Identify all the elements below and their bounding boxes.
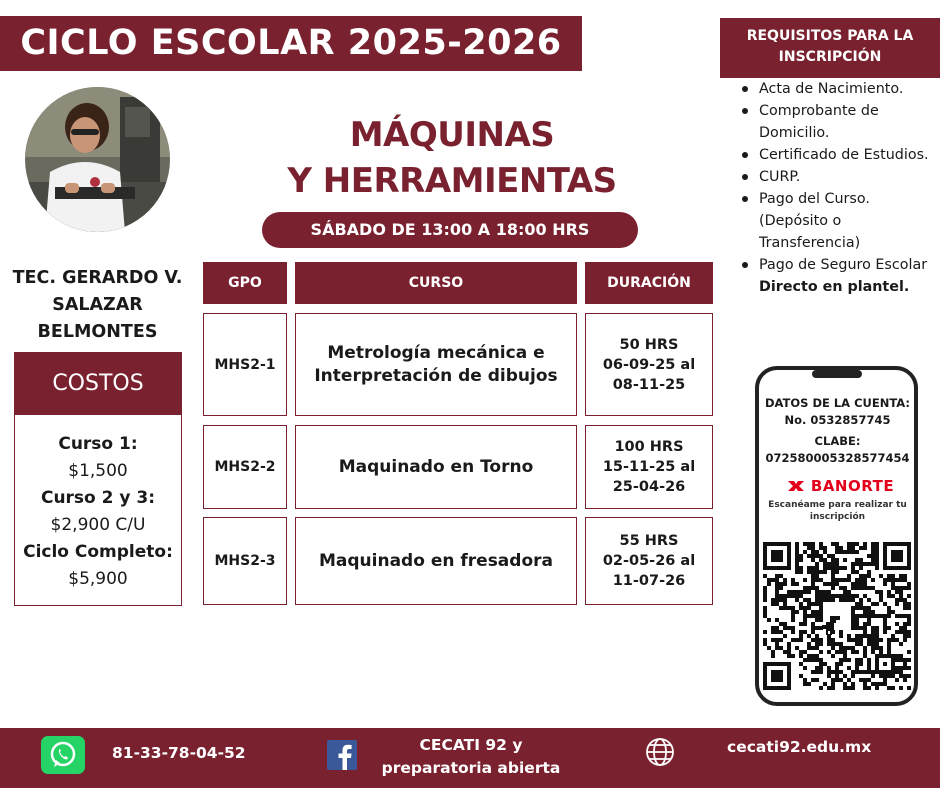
- account-info: [760, 395, 915, 467]
- qr-code[interactable]: [760, 536, 914, 696]
- footer-facebook[interactable]: CECATI 92 y preparatoria abierta: [381, 736, 561, 777]
- requirement-item: [736, 254, 936, 298]
- table-cell-gpo: MHS2-2: [203, 425, 287, 509]
- duration-end: 11-07-26: [612, 573, 686, 589]
- table-cell-duracion: [585, 425, 713, 509]
- globe-icon[interactable]: [644, 736, 676, 768]
- table-cell-curso: Maquinado en fresadora: [295, 517, 577, 605]
- table-cell-gpo: MHS2-3: [203, 517, 287, 605]
- table-cell-duracion: [585, 517, 713, 605]
- scan-instructions: Escanéame para realizar tu inscripción: [768, 500, 907, 522]
- table-cell-curso: Maquinado en Torno: [295, 425, 577, 509]
- banorte-logo: [770, 474, 910, 498]
- duration-start: 15-11-25 al: [602, 459, 696, 475]
- footer-website[interactable]: cecati92.edu.mx: [727, 738, 872, 756]
- duration-hours: 55 HRS: [619, 533, 679, 549]
- table-header-curso: CURSO: [295, 262, 577, 304]
- cost-value: $2,900 C/U: [50, 515, 146, 535]
- requirement-item: Certificado de Estudios.: [736, 144, 936, 166]
- course-title: [262, 112, 642, 204]
- cost-value: $1,500: [68, 461, 128, 481]
- schedule-pill: SÁBADO DE 13:00 A 18:00 HRS: [262, 212, 638, 248]
- banorte-logo-icon: [786, 478, 806, 494]
- cost-value: $5,900: [68, 569, 128, 589]
- requirement-item: Comprobante de Domicilio.: [736, 100, 936, 144]
- duration-hours: 50 HRS: [619, 336, 679, 353]
- course-title-line1: MÁQUINAS: [349, 115, 555, 155]
- teacher-name: [10, 265, 185, 346]
- teacher-line: TEC. GERARDO V.: [12, 268, 183, 288]
- account-number: No. 0532857745: [784, 413, 891, 427]
- bank-name: BANORTE: [810, 477, 895, 495]
- teacher-line: BELMONTES: [37, 322, 158, 342]
- cost-label: Curso 1:: [58, 434, 138, 454]
- duration-start: 06-09-25 al: [602, 356, 696, 373]
- requirements-list: [736, 78, 936, 298]
- table-cell-curso: Metrología mecánica e Interpretación de dibujos: [295, 313, 577, 416]
- whatsapp-icon[interactable]: [40, 736, 86, 774]
- table-header-duracion: DURACIÓN: [585, 262, 713, 304]
- table-header-gpo: GPO: [203, 262, 287, 304]
- account-label: DATOS DE LA CUENTA:: [764, 396, 911, 410]
- requirement-text: Pago de Seguro Escolar: [759, 257, 928, 273]
- student-photo: [25, 87, 170, 232]
- page-title: CICLO ESCOLAR 2025-2026: [20, 23, 562, 63]
- duration-hours: 100 HRS: [614, 439, 684, 455]
- requirement-item: Pago del Curso. (Depósito o Transferencia): [736, 188, 936, 254]
- duration-start: 02-05-26 al: [602, 553, 696, 569]
- footer-phone[interactable]: 81-33-78-04-52: [112, 744, 246, 762]
- cost-label: Ciclo Completo:: [23, 542, 173, 562]
- course-title-line2: Y HERRAMIENTAS: [287, 161, 617, 201]
- costs-heading: COSTOS: [14, 352, 182, 415]
- costs-box: [14, 415, 182, 606]
- cost-label: Curso 2 y 3:: [40, 488, 156, 508]
- table-cell-gpo: MHS2-1: [203, 313, 287, 416]
- clabe-label: CLABE:: [814, 434, 861, 448]
- duration-end: 25-04-26: [612, 479, 686, 495]
- requirement-item: Acta de Nacimiento.: [736, 78, 936, 100]
- duration-end: 08-11-25: [612, 376, 686, 393]
- requirement-bold-text: Directo en plantel.: [759, 279, 910, 295]
- requirements-title: REQUISITOS PARA LA INSCRIPCIÓN: [746, 28, 914, 65]
- facebook-icon[interactable]: [327, 740, 357, 770]
- requirement-item: CURP.: [736, 166, 936, 188]
- phone-notch: [812, 370, 862, 378]
- clabe-number: 072580005328577454: [765, 451, 910, 465]
- teacher-line: SALAZAR: [52, 295, 143, 315]
- table-cell-duracion: [585, 313, 713, 416]
